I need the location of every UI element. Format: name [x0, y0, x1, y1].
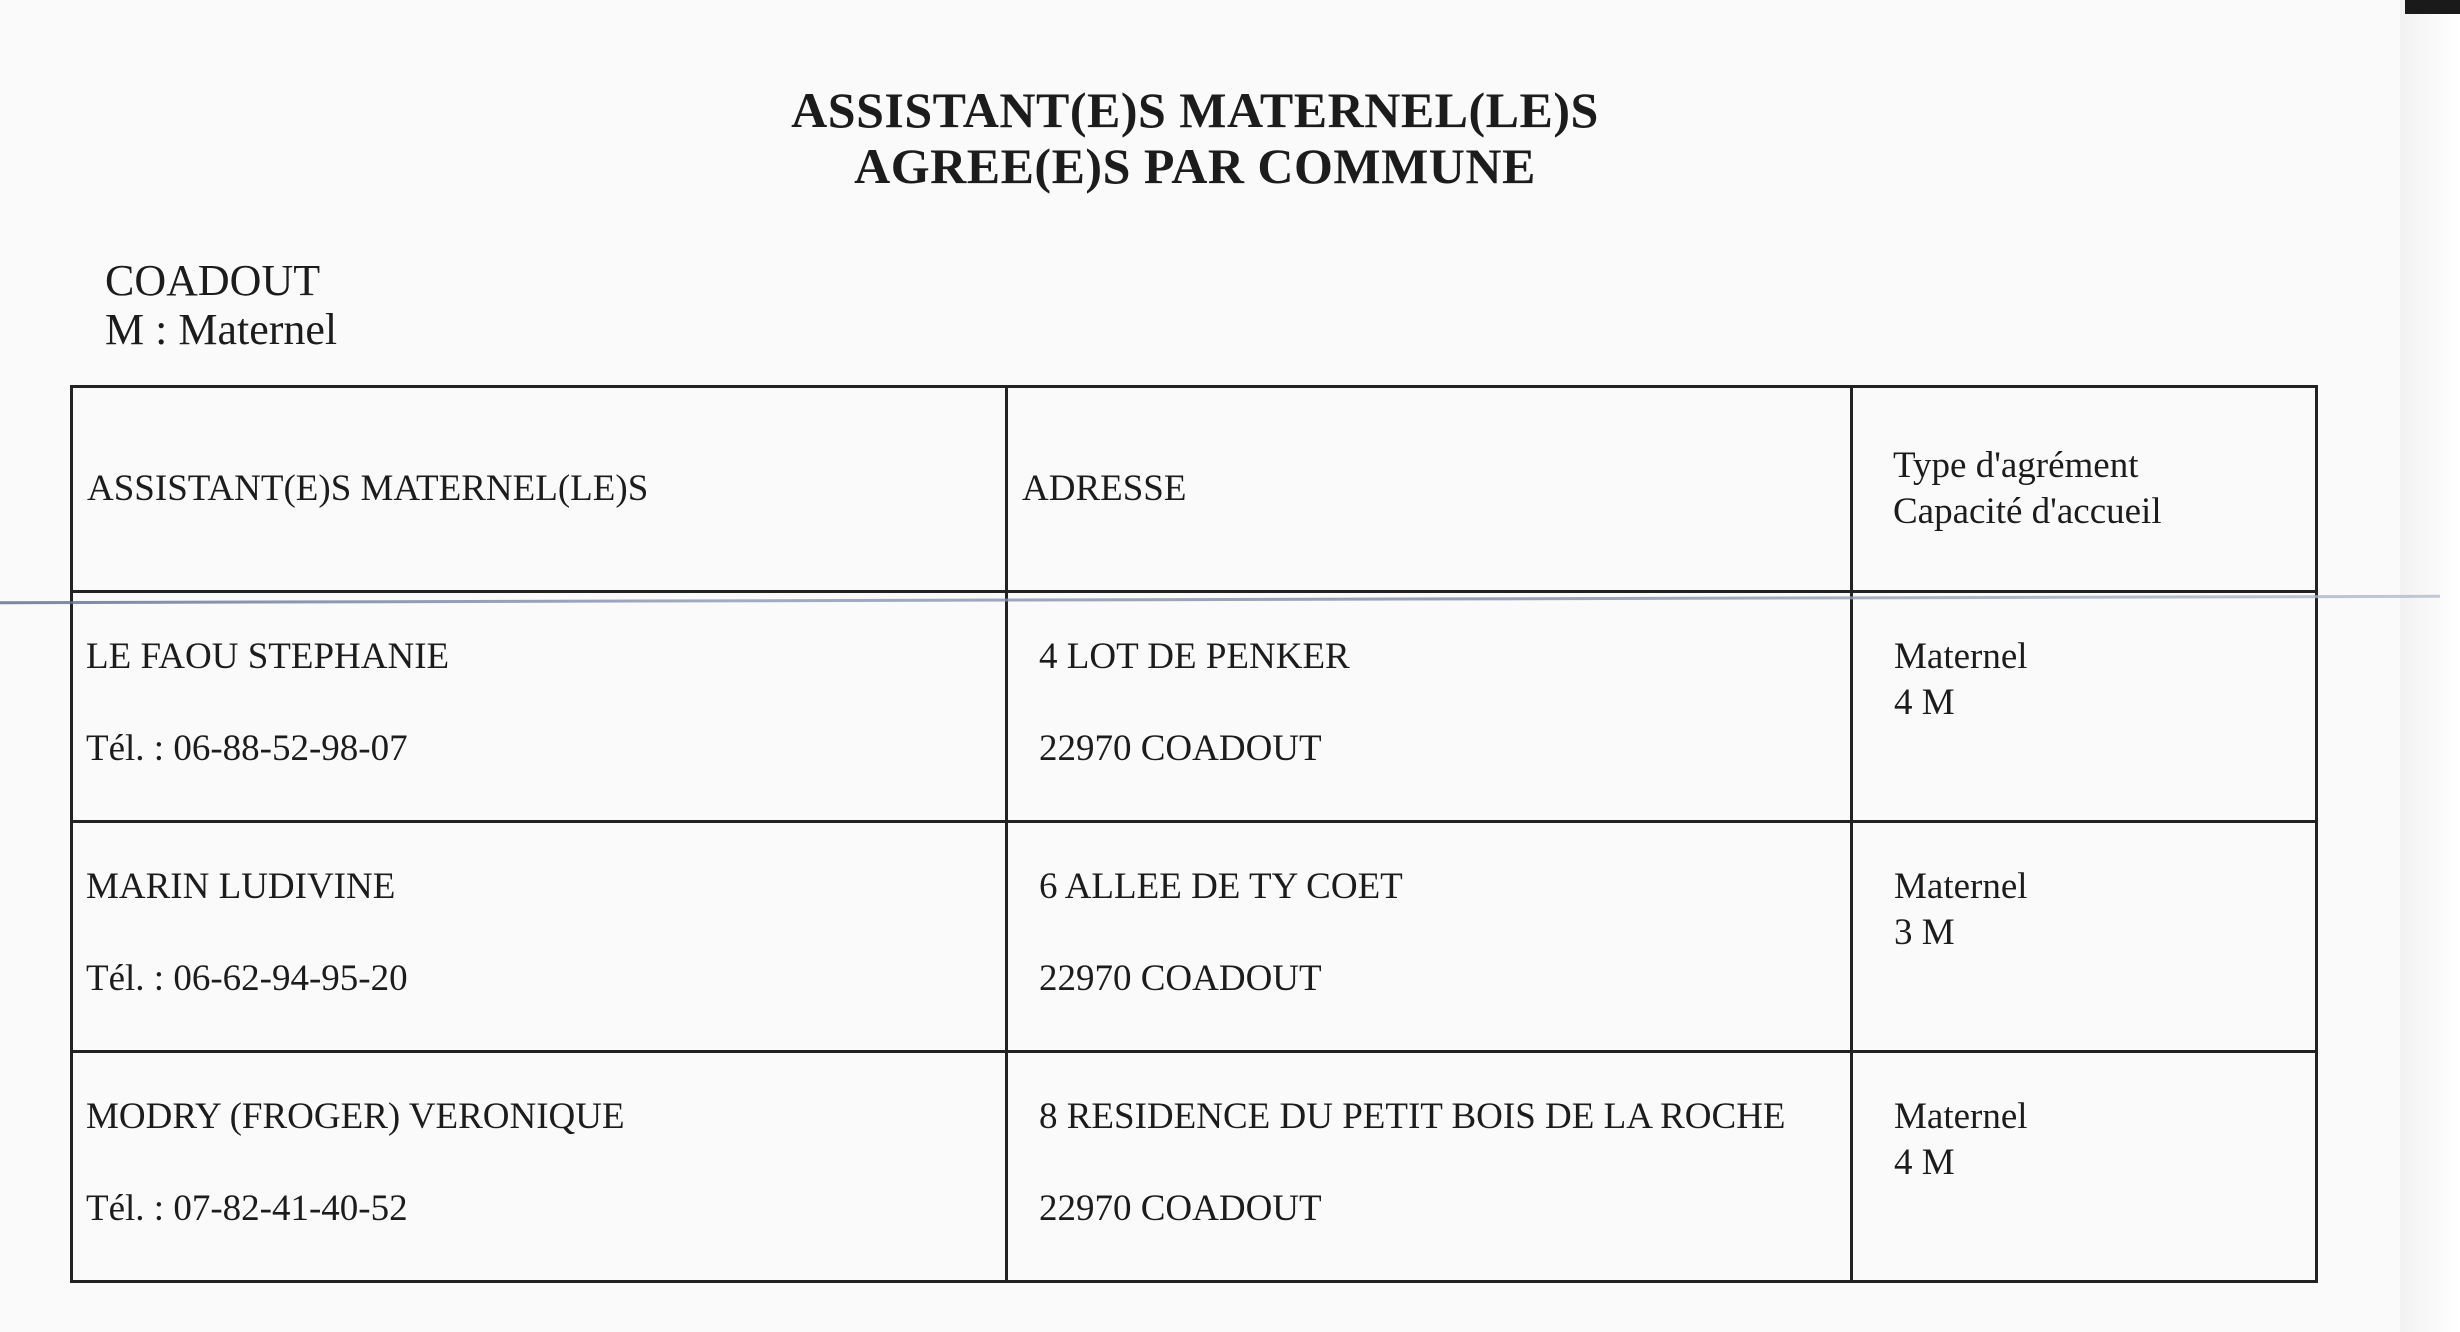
address-line-2: 22970 COADOUT — [1039, 958, 1322, 999]
page-edge-shadow — [2400, 0, 2460, 1332]
header-type-line-2: Capacité d'accueil — [1893, 491, 2162, 532]
assistant-cell — [72, 592, 1007, 822]
assistant-phone: Tél. : 06-62-94-95-20 — [86, 958, 408, 999]
agreement-type: Maternel — [1894, 636, 2028, 677]
address-line-1: 8 RESIDENCE DU PETIT BOIS DE LA ROCHE — [1039, 1096, 1786, 1137]
header-address: ADRESSE — [1007, 387, 1852, 592]
address-line-1: 6 ALLEE DE TY COET — [1039, 866, 1403, 907]
header-assistant: ASSISTANT(E)S MATERNEL(LE)S — [72, 387, 1007, 592]
document-title — [0, 82, 2390, 194]
table-row — [72, 592, 2317, 822]
title-line-2: AGREE(E)S PAR COMMUNE — [854, 138, 1536, 194]
type-cell — [1852, 822, 2317, 1052]
assistant-name: MODRY (FROGER) VERONIQUE — [86, 1096, 625, 1137]
table-header-row — [72, 387, 2317, 592]
assistant-name: LE FAOU STEPHANIE — [86, 636, 450, 677]
legend: M : Maternel — [105, 305, 338, 354]
address-line-2: 22970 COADOUT — [1039, 1188, 1322, 1229]
assistant-cell — [72, 822, 1007, 1052]
header-type — [1852, 387, 2317, 592]
assistant-cell — [72, 1052, 1007, 1282]
assistant-phone: Tél. : 06-88-52-98-07 — [86, 728, 408, 769]
table-row — [72, 822, 2317, 1052]
agents-table — [70, 385, 2318, 1283]
agreement-type: Maternel — [1894, 866, 2028, 907]
type-cell — [1852, 592, 2317, 822]
capacity: 4 M — [1894, 1142, 1955, 1183]
assistant-name: MARIN LUDIVINE — [86, 866, 396, 907]
type-cell — [1852, 1052, 2317, 1282]
scan-corner-mark — [2405, 0, 2460, 14]
commune-name: COADOUT — [105, 256, 321, 305]
title-line-1: ASSISTANT(E)S MATERNEL(LE)S — [791, 82, 1599, 138]
agreement-type: Maternel — [1894, 1096, 2028, 1137]
assistant-phone: Tél. : 07-82-41-40-52 — [86, 1188, 408, 1229]
address-line-1: 4 LOT DE PENKER — [1039, 636, 1350, 677]
header-type-line-1: Type d'agrément — [1893, 445, 2139, 486]
address-cell — [1007, 822, 1852, 1052]
table-row — [72, 1052, 2317, 1282]
capacity: 3 M — [1894, 912, 1955, 953]
address-cell — [1007, 592, 1852, 822]
address-line-2: 22970 COADOUT — [1039, 728, 1322, 769]
capacity: 4 M — [1894, 682, 1955, 723]
address-cell — [1007, 1052, 1852, 1282]
